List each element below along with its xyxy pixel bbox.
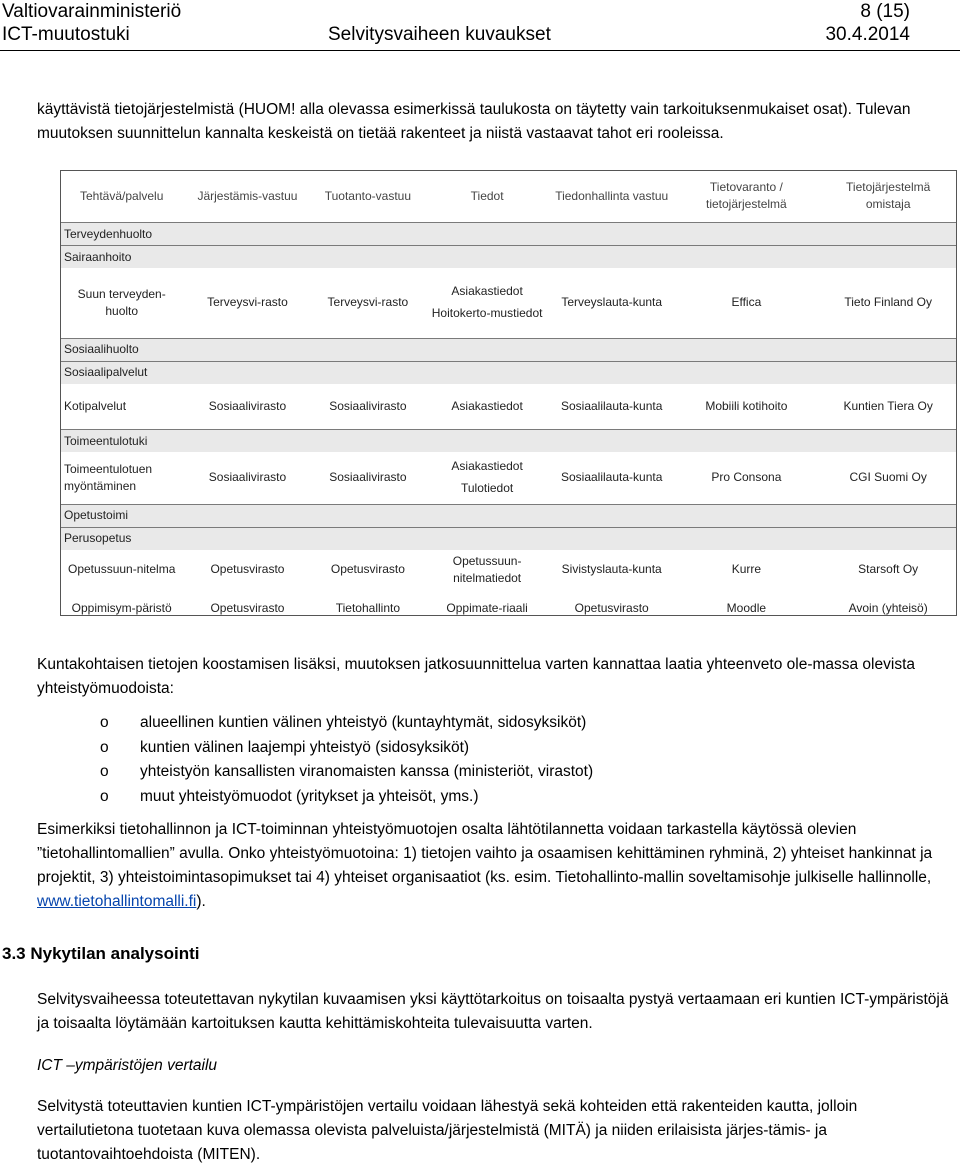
bullet-marker: o (100, 714, 109, 731)
table-cell-line: Tulotiedot (460, 481, 514, 496)
subheading: ICT –ympäristöjen vertailu (37, 1057, 218, 1074)
table-cell: Oppimate-riaali (446, 601, 528, 615)
table-cell: Asiakastiedot (451, 398, 523, 413)
org-name: Valtiovarainministeriö (2, 1, 182, 22)
table-header-cell: Tuotanto-vastuu (324, 188, 412, 203)
table-header-cell: Tietovaranto / tietojärjestelmä (706, 180, 787, 211)
section-label: Opetustoimi (60, 504, 957, 527)
table-cell: Kotipalvelut (64, 398, 127, 413)
section-label: Terveydenhuolto (60, 223, 957, 246)
list-item (100, 736, 593, 761)
table-row (60, 268, 957, 338)
table-row (60, 452, 957, 504)
example-paragraph (37, 818, 957, 914)
table-cell: Opetusvirasto (574, 601, 649, 615)
cooperation-list (100, 711, 593, 809)
table-cell: Moodle (726, 601, 767, 615)
doc-date: 30.4.2014 (825, 24, 910, 45)
table-cell: Avoin (yhteisö) (848, 601, 928, 615)
page-number: 8 (15) (860, 1, 910, 22)
table-section-row (60, 430, 957, 453)
table-header-cell: Tehtävä/palvelu (80, 188, 164, 203)
list-item-text: yhteistyön kansallisten viranomaisten kanssa (ministeriöt, virastot) (140, 763, 594, 780)
summary-paragraph: Kuntakohtaisen tietojen koostamisen lisäksi, muutoksen jatkosuunnittelua varten kannattaa laatia yhteenveto ole-massa olevista yhteistyömuodoista: (37, 656, 915, 697)
table-cell: Tieto Finland Oy (844, 295, 932, 310)
table-section-row (60, 504, 957, 527)
list-item (100, 711, 593, 736)
list-item (100, 785, 593, 810)
table-cell (424, 452, 550, 504)
table-cell: Pro Consona (711, 470, 782, 485)
header-rule (0, 50, 960, 51)
section-label: Perusopetus (60, 527, 957, 550)
doc-title: Selvitysvaiheen kuvaukset (328, 24, 551, 45)
section-label: Sosiaalihuolto (60, 338, 957, 361)
table-row (60, 590, 957, 628)
bullet-marker: o (100, 738, 109, 756)
table-cell: Sivistyslauta-kunta (561, 562, 662, 576)
table-cell: Opetusvirasto (210, 562, 285, 576)
section-label: Sairaanhoito (60, 246, 957, 269)
table-cell: Sosiaalivirasto (208, 470, 287, 485)
table-header-cell: Tietojärjestelmä omistaja (846, 180, 931, 211)
table-section-row (60, 527, 957, 550)
table-cell: Sosiaalivirasto (208, 398, 287, 413)
comparison-paragraph: Selvitystä toteuttavien kuntien ICT-ympäristöjen vertailu voidaan lähestyä sekä kohteiden että rakenteiden kautta, jolloin vertailutietona tuotetaan kuva olemassa olevista palveluista/järjestelmistä (MITÄ) ja niiden erilaisista järjes-tämis- ja tuotantovaihtoehdoista (MITEN). (37, 1098, 858, 1163)
table-cell: Kurre (731, 562, 762, 576)
tietohallintomalli-link[interactable]: www.tietohallintomalli.fi (37, 893, 197, 910)
table-section-row (60, 361, 957, 384)
table-cell: Terveysvi-rasto (327, 295, 409, 310)
table-cell: Mobiili kotihoito (705, 398, 788, 413)
table-header-cell: Järjestämis-vastuu (197, 188, 298, 203)
table-cell: Kuntien Tiera Oy (843, 398, 933, 413)
list-item-text: muut yhteistyömuodot (yritykset ja yhteisöt, yms.) (140, 787, 479, 805)
list-item (100, 760, 593, 785)
analysis-paragraph: Selvitysvaiheessa toteutettavan nykytilan kuvaamisen yksi käyttötarkoitus on toisaalta pystyä vertaamaan eri kuntien ICT-ympäristöjä ja toisaalta löytämään kartoituksen kautta kehittämiskohteita tulevaisuutta varten. (37, 991, 949, 1032)
bullet-marker: o (100, 787, 109, 805)
table-section-row (60, 338, 957, 361)
table-cell: Starsoft Oy (858, 562, 919, 576)
table-row (60, 550, 957, 590)
table-cell (424, 268, 550, 338)
table-cell-line: Hoitokerto-mustiedot (431, 306, 543, 321)
table-cell: Sosiaalivirasto (329, 398, 407, 413)
table-cell: Opetusvirasto (210, 601, 285, 615)
section-label: Toimeentulotuki (60, 430, 957, 453)
table-cell-line: Asiakastiedot (451, 459, 523, 474)
table-cell: Sosiaalivirasto (329, 470, 407, 485)
table-cell: Opetusvirasto (330, 562, 405, 576)
example-text-end: ). (196, 893, 206, 910)
table-cell: Tietohallinto (335, 601, 401, 615)
table-row (60, 384, 957, 430)
section-heading: 3.3 Nykytilan analysointi (2, 944, 200, 963)
doc-series: ICT-muutostuki (2, 24, 130, 45)
table-section-row (60, 223, 957, 246)
table-cell: Terveyslauta-kunta (561, 295, 663, 310)
table-cell: CGI Suomi Oy (849, 470, 927, 485)
table-cell: Toimeentulotuen myöntäminen (64, 461, 153, 493)
responsibility-table (60, 170, 957, 628)
table-cell: Sosiaalilauta-kunta (560, 470, 663, 485)
table-cell: Opetussuun-nitelmatiedot (452, 553, 522, 585)
table-cell: Sosiaalilauta-kunta (560, 398, 663, 413)
bullet-marker: o (100, 763, 109, 780)
table-header-cell: Tiedot (470, 188, 504, 203)
table-cell-line: Asiakastiedot (451, 284, 523, 299)
example-text: Esimerkiksi tietohallinnon ja ICT-toiminnan yhteistyömuotojen osalta lähtötilannetta voidaan tarkastella käytössä olevien ”tietohallintomallien” avulla. Onko yhteistyömuotoina: 1) tietojen vaihto ja osaamisen kehittäminen ryhminä, 2) yhteiset hankinnat ja projektit, 3) yhteistoimintasopimukset tai 4) yhteiset organisaatiot (ks. esim. Tietohallinto-mallin soveltamisohje julkiselle hallinnolle, (37, 821, 933, 886)
table-cell: Suun terveyden-huolto (77, 286, 166, 318)
section-label: Sosiaalipalvelut (60, 361, 957, 384)
list-item-text: alueellinen kuntien välinen yhteistyö (kuntayhtymät, sidosyksiköt) (140, 714, 587, 731)
table-cell: Opetussuun-nitelma (68, 562, 176, 576)
table-cell: Oppimisym-päristö (71, 601, 172, 615)
table-section-row (60, 246, 957, 269)
table-header-cell: Tiedonhallinta vastuu (555, 188, 669, 203)
list-item-text: kuntien välinen laajempi yhteistyö (sidosyksiköt) (140, 738, 470, 756)
table-header-row (60, 170, 957, 223)
table-cell: Effica (731, 295, 762, 310)
intro-paragraph: käyttävistä tietojärjestelmistä (HUOM! alla olevassa esimerkissä taulukosta on täytetty vain tarkoituksenmukaiset osat). Tulevan muutoksen suunnittelun kannalta keskeistä on tietää rakenteet ja niistä vastaavat tahot eri rooleissa. (37, 101, 911, 142)
table-cell: Terveysvi-rasto (207, 295, 288, 310)
